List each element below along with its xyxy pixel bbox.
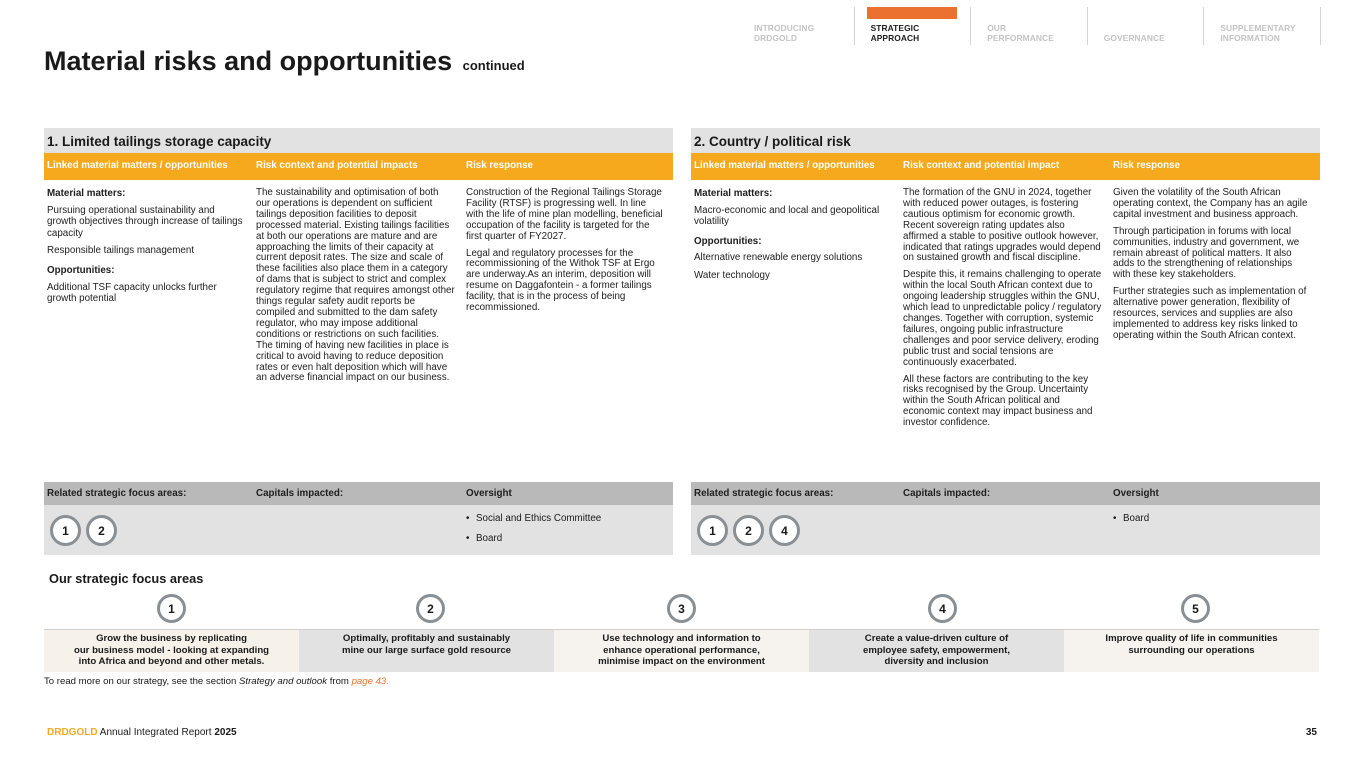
related-focus-areas-heading: Related strategic focus areas:	[694, 488, 834, 499]
footer-brand: DRDGOLD	[47, 727, 98, 738]
page-number: 35	[1305, 727, 1317, 738]
focus-area-badges	[44, 505, 253, 555]
oversight-heading: Oversight	[1113, 488, 1159, 499]
material-matter-item: Macro-economic and local and geopolitical volatility	[694, 204, 880, 228]
focus-area-badge: 4	[769, 515, 800, 546]
col-head-risk-response: Risk response	[466, 160, 533, 172]
focus-area-badge: 1	[50, 515, 81, 546]
col-head-linked-matters: Linked material matters / opportunities	[694, 160, 875, 172]
read-more-prefix: To read more on our strategy, see the section	[44, 676, 237, 687]
risk-panel-title: 2. Country / political risk	[691, 128, 1320, 153]
focus-area-badges	[691, 505, 900, 555]
footer-year: 2025	[214, 727, 237, 738]
opportunity-item: Additional TSF capacity unlocks further growth potential	[47, 281, 217, 305]
opportunities-label: Opportunities:	[694, 235, 762, 247]
strategic-focus-area-2: Optimally, profitably and sustainably mine our large surface gold resource	[299, 630, 554, 672]
oversight-list	[463, 505, 673, 549]
nav-tab-supplementary-information[interactable]	[1204, 7, 1321, 45]
nav-tab-label: STRATEGIC APPROACH	[870, 23, 920, 43]
risk-column-headers	[44, 153, 673, 180]
related-body	[44, 505, 673, 555]
material-matter-item: Responsible tailings management	[47, 245, 195, 257]
page-title-text: Material risks and opportunities	[44, 46, 453, 76]
strategic-focus-boxes	[44, 629, 1319, 672]
risk-response-paragraph: Construction of the Regional Tailings Storage Facility (RTSF) is progressing well. In line with the life of mine plan modelling, beneficial occupation of the facility is targeted for the first quarter of FY2027.	[466, 187, 663, 242]
risk-context-column	[900, 188, 1110, 482]
risk-body	[44, 180, 673, 482]
nav-tab-our-performance[interactable]	[971, 7, 1088, 45]
related-body	[691, 505, 1320, 555]
strategic-focus-number: 3	[667, 594, 696, 623]
risk-context-paragraph: The formation of the GNU in 2024, together with reduced power outages, is fostering cautious optimism for economic growth. Recent sovereign rating updates also affirmed a stable to positive outlook however, indicated that ratings upgrades would depend on sustained growth and fiscal discipline.	[903, 187, 1101, 264]
nav-tab-label: SUPPLEMENTARY INFORMATION	[1220, 23, 1296, 43]
page-title	[44, 46, 525, 77]
oversight-cell	[463, 505, 673, 555]
risk-response-paragraph: Further strategies such as implementation of alternative power generation, flexibility of resources, services and supplies are also implemented to address key risks linked to operating within the South African context.	[1113, 286, 1307, 341]
oversight-item: • Social and Ethics Committee	[466, 509, 673, 529]
risk-context-paragraph: All these factors are contributing to the key risks recognised by the Group. Uncertainty within the South African political and economic context may impact business and investor confidence.	[903, 373, 1093, 429]
page-link[interactable]: page 43.	[351, 676, 389, 687]
strategic-focus-number: 1	[157, 594, 186, 623]
nav-tab-strategic-approach[interactable]	[855, 7, 972, 45]
risk-panel-title: 1. Limited tailings storage capacity	[44, 128, 673, 153]
opportunity-item: Alternative renewable energy solutions	[694, 252, 863, 264]
strategic-focus-number: 2	[416, 594, 445, 623]
strategic-focus-area-3: Use technology and information to enhance operational performance, minimise impact on the environment	[554, 630, 809, 672]
nav-tab-label: INTRODUCING DRDGOLD	[754, 23, 815, 43]
risk-response-paragraph: Given the volatility of the South African operating context, the Company has an agile capital investment and business approach.	[1113, 187, 1308, 220]
col-head-linked-matters: Linked material matters / opportunities	[47, 160, 228, 172]
focus-area-badge: 1	[697, 515, 728, 546]
strategic-focus-area-5: Improve quality of life in communities surrounding our operations	[1064, 630, 1319, 672]
linked-matters-column	[44, 188, 253, 482]
nav-tab-governance[interactable]	[1088, 7, 1205, 45]
risk-response-column	[1110, 188, 1320, 482]
material-matters-label: Material matters:	[47, 188, 126, 199]
oversight-item: • Board	[466, 529, 673, 549]
strategic-focus-title: Our strategic focus areas	[49, 571, 204, 586]
strategic-focus-area-1: Grow the business by replicating our business model - looking at expanding into Africa and beyond and other metals.	[44, 630, 299, 672]
col-head-risk-context: Risk context and potential impacts	[256, 160, 418, 172]
related-headers	[691, 482, 1320, 505]
risk-body	[691, 180, 1320, 482]
nav-tab-introducing-drdgold[interactable]	[738, 7, 855, 45]
read-more-note	[44, 676, 389, 687]
risk-response-paragraph: Legal and regulatory processes for the recommissioning of the Withok TSF at Ergo are underway.As an interim, deposition will resume on Daggafontein - a former tailings facility, that is in the process of being recommissioned.	[466, 247, 655, 314]
focus-area-badge: 2	[86, 515, 117, 546]
col-head-risk-response: Risk response	[1113, 160, 1180, 172]
section-nav	[738, 7, 1355, 45]
strategic-focus-numbers	[44, 594, 1319, 624]
related-headers	[44, 482, 673, 505]
read-more-section: Strategy and outlook	[239, 676, 328, 687]
opportunity-item: Water technology	[694, 269, 770, 281]
strategic-focus-number: 5	[1181, 594, 1210, 623]
capitals-impacted-heading: Capitals impacted:	[903, 488, 991, 499]
oversight-item: • Board	[1113, 509, 1320, 529]
oversight-heading: Oversight	[466, 488, 512, 499]
risk-column-headers	[691, 153, 1320, 180]
material-matter-item: Pursuing operational sustainability and growth objectives through increase of tailings capacity	[47, 204, 243, 239]
strategic-focus-number: 4	[928, 594, 957, 623]
risk-panel-tailings	[44, 128, 673, 555]
related-focus-areas-heading: Related strategic focus areas:	[47, 488, 187, 499]
nav-tab-label: GOVERNANCE	[1103, 33, 1165, 43]
opportunities-label: Opportunities:	[47, 264, 115, 276]
linked-matters-column	[691, 188, 900, 482]
oversight-list	[1110, 505, 1320, 529]
footer-report: Annual Integrated Report	[99, 727, 212, 738]
capitals-impacted-cell	[900, 505, 1110, 555]
risk-response-paragraph: Through participation in forums with local communities, industry and government, we remain abreast of political matters. It also adds to the strengthening of relationships with these key stakeholders.	[1113, 225, 1300, 281]
risk-context-column	[253, 188, 463, 482]
nav-tab-label: OUR PERFORMANCE	[987, 23, 1054, 43]
capitals-impacted-cell	[253, 505, 463, 555]
risk-context-paragraph: Despite this, it remains challenging to operate within the local South African context due to ongoing leadership struggles within the GNU, which lead to unpredictable policy / regulatory changes. Together with corruption, systemic failures, ongoing public infrastructure challenges and poor service delivery, eroding public trust and social tensions are continuously exacerbated.	[903, 269, 1102, 368]
risk-context-paragraph: The sustainability and optimisation of both our operations is dependent on sufficient tailings deposition facilities to deposit processed material. Existing tailings facilities at both our operations are mature and are approaching the limits of their capacity at current deposit rates. The size and scale of these facilities also place them in a category of dams that is subject to strict and complex regulatory regime that requires amongst other things regular safety audit reports be compiled and submitted to the dam safety regulator, who may impose additional conditions or restrictions on such facilities. The timing of having new facilities in place is critical to avoid having to reduce deposition rates or even halt deposition which will have an adverse financial impact on our business.	[256, 187, 455, 384]
page-title-suffix: continued	[462, 58, 525, 73]
col-head-risk-context: Risk context and potential impact	[903, 160, 1060, 172]
capitals-impacted-heading: Capitals impacted:	[256, 488, 344, 499]
oversight-cell	[1110, 505, 1320, 555]
strategic-focus-area-4: Create a value-driven culture of employee safety, empowerment, diversity and inclusion	[809, 630, 1064, 672]
footer-report-title	[47, 727, 237, 738]
focus-area-badge: 2	[733, 515, 764, 546]
read-more-from: from	[329, 676, 349, 687]
risk-panel-country-political	[691, 128, 1320, 555]
risk-response-column	[463, 188, 673, 482]
material-matters-label: Material matters:	[694, 188, 773, 199]
